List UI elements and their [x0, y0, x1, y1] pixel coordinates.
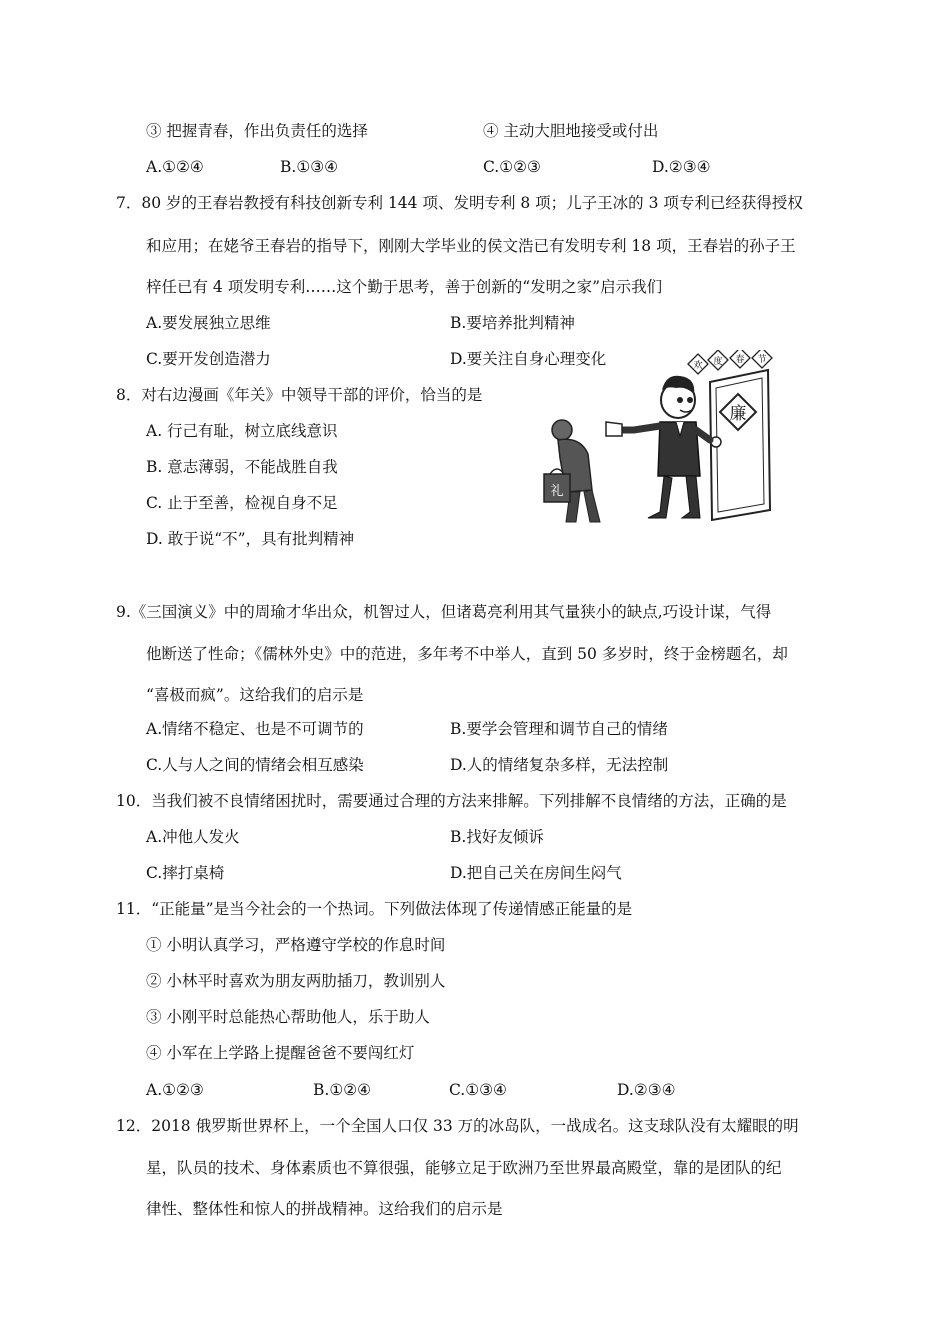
- q8-choice-c: C. 止于至善，检视自身不足: [146, 494, 338, 512]
- q11-item-1: ① 小明认真学习，严格遵守学校的作息时间: [146, 936, 446, 954]
- banner-char-2: 度: [713, 357, 723, 367]
- q6-choice-b: B.①③④: [280, 158, 339, 176]
- q7-stem-line-3: 梓任已有 4 项发明专利……这个勤于思考，善于创新的“发明之家”启示我们: [146, 278, 663, 296]
- q10-choice-b: B.找好友倾诉: [450, 828, 544, 846]
- q6-choice-c: C.①②③: [483, 158, 541, 176]
- q8-choice-b: B. 意志薄弱，不能战胜自我: [146, 458, 338, 476]
- q9-stem-line-1: 9.《三国演义》中的周瑜才华出众，机智过人，但诸葛亮利用其气量狭小的缺点,巧设计谋，气得: [116, 603, 772, 621]
- q6-choice-d: D.②③④: [652, 158, 711, 176]
- q12-stem-line-1: 12．2018 俄罗斯世界杯上，一个全国人口仅 33 万的冰岛队，一战成名。这支球队没有太耀眼的明: [116, 1117, 799, 1135]
- cartoon-illustration: [540, 350, 780, 528]
- q9-choice-a: A.情绪不稳定、也是不可调节的: [146, 720, 364, 738]
- door-plaque-text: 廉: [729, 404, 747, 424]
- q7-choice-a: A.要发展独立思维: [146, 314, 271, 332]
- q7-stem-line-1: 7．80 岁的王春岩教授有科技创新专利 144 项、发明专利 8 项；儿子王冰的 3 项专利已经获得授权: [116, 194, 803, 212]
- banner-char-4: 节: [757, 355, 767, 365]
- gift-bag-text: 礼: [550, 484, 564, 499]
- q6-option-4: ④ 主动大胆地接受或付出: [483, 122, 659, 140]
- q11-choice-c: C.①③④: [449, 1081, 507, 1099]
- q10-choice-d: D.把自己关在房间生闷气: [450, 864, 622, 882]
- banner-char-1: 欢: [693, 361, 703, 371]
- q11-item-2: ② 小林平时喜欢为朋友两肋插刀，教训别人: [146, 972, 446, 990]
- q7-choice-b: B.要培养批判精神: [450, 314, 575, 332]
- q9-stem-line-3: “喜极而疯”。这给我们的启示是: [146, 686, 364, 704]
- q9-choice-c: C.人与人之间的情绪会相互感染: [146, 756, 364, 774]
- q11-choice-b: B.①②④: [313, 1081, 372, 1099]
- q11-item-3: ③ 小刚平时总能热心帮助他人，乐于助人: [146, 1008, 430, 1026]
- q6-option-3: ③ 把握青春，作出负责任的选择: [146, 122, 368, 140]
- q12-stem-line-3: 律性、整体性和惊人的拼战精神。这给我们的启示是: [146, 1200, 503, 1218]
- q6-choice-a: A.①②④: [146, 158, 204, 176]
- q7-stem-line-2: 和应用；在姥爷王春岩的指导下，刚刚大学毕业的侯文浩已有发明专利 18 项，王春岩的孙子王: [146, 237, 796, 255]
- q10-choice-a: A.冲他人发火: [146, 828, 240, 846]
- banner: [688, 350, 772, 374]
- q12-stem-line-2: 星，队员的技术、身体素质也不算很强，能够立足于欧洲乃至世界最高殿堂，靠的是团队的纪: [146, 1159, 782, 1177]
- q9-choice-b: B.要学会管理和调节自己的情绪: [450, 720, 668, 738]
- q8-choice-a: A. 行己有耻，树立底线意识: [146, 422, 338, 440]
- visitor-figure: [544, 420, 600, 522]
- q11-stem: 11．“正能量”是当今社会的一个热词。下列做法体现了传递情感正能量的是: [116, 900, 633, 918]
- q9-stem-line-2: 他断送了性命；《儒林外史》中的范进，多年考不中举人，直到 50 多岁时，终于金榜题名，却: [146, 645, 788, 663]
- q11-choice-d: D.②③④: [617, 1081, 676, 1099]
- official-figure: [606, 376, 710, 518]
- q7-choice-c: C.要开发创造潜力: [146, 350, 271, 368]
- q10-stem: 10．当我们被不良情绪困扰时，需要通过合理的方法来排解。下列排解不良情绪的方法，正确的是: [116, 792, 787, 810]
- q11-item-4: ④ 小军在上学路上提醒爸爸不要闯红灯: [146, 1044, 415, 1062]
- q8-stem: 8．对右边漫画《年关》中领导干部的评价，恰当的是: [116, 386, 483, 404]
- q7-choice-d: D.要关注自身心理变化: [450, 350, 607, 368]
- q9-choice-d: D.人的情绪复杂多样，无法控制: [450, 756, 669, 774]
- q8-choice-d: D. 敢于说“不”，具有批判精神: [146, 530, 355, 548]
- q11-choice-a: A.①②③: [146, 1081, 204, 1099]
- banner-char-3: 春: [735, 355, 745, 365]
- q10-choice-c: C.摔打桌椅: [146, 864, 225, 882]
